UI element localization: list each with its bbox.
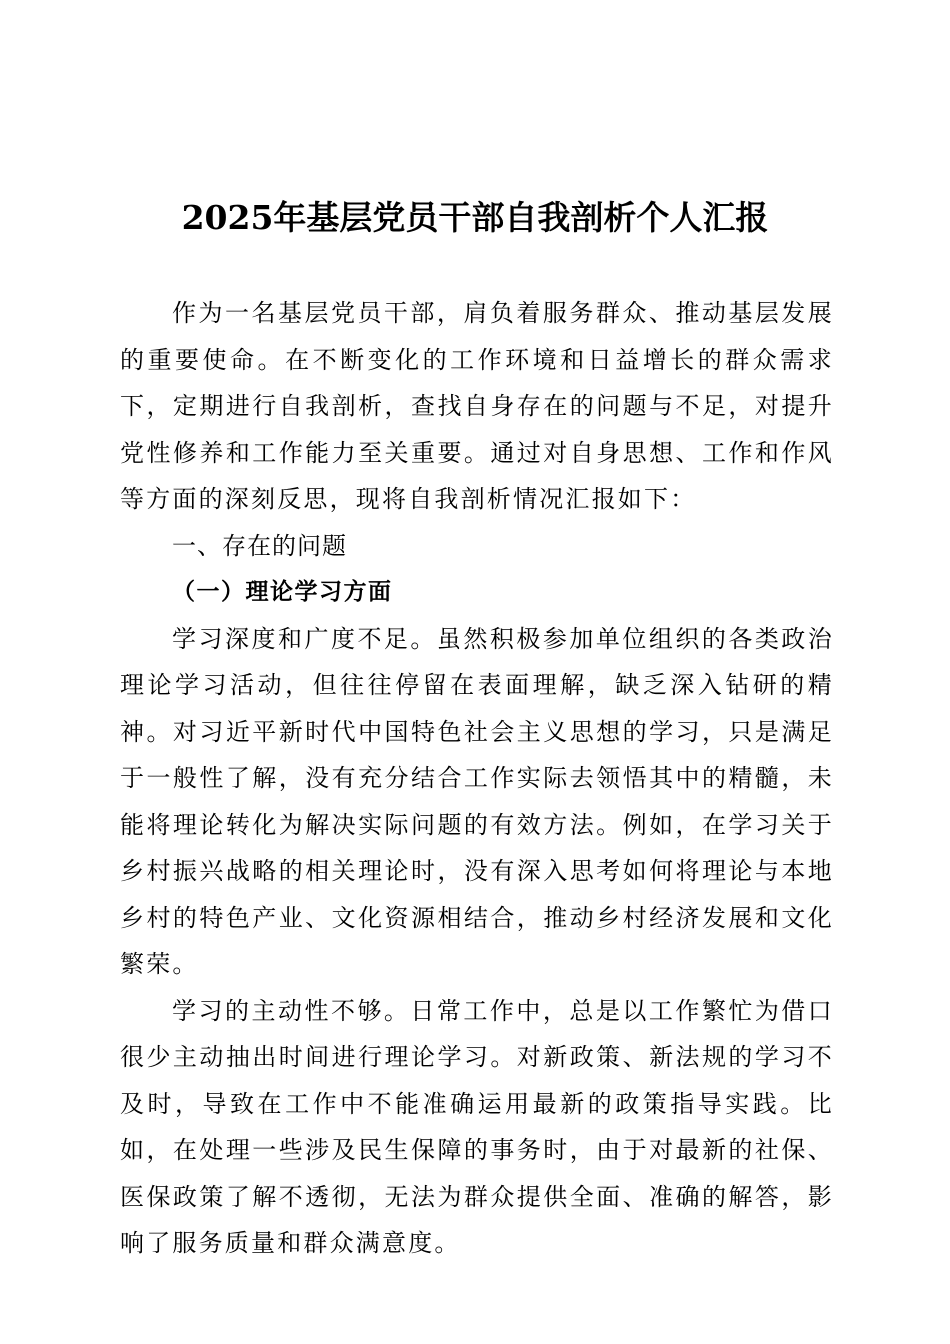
paragraph-study-depth: 学习深度和广度不足。虽然积极参加单位组织的各类政治理论学习活动，但往往停留在表面理解，缺乏深入钻研的精神。对习近平新时代中国特色社会主义思想的学习，只是满足于一般性了解，没有充分结合工作实际去领悟其中的精髓，未能将理论转化为解决实际问题的有效方法。例如，在学习关于乡村振兴战略的相关理论时，没有深入思考如何将理论与本地乡村的特色产业、文化资源相结合，推动乡村经济发展和文化繁荣。	[120, 624, 834, 978]
paragraph-study-initiative: 学习的主动性不够。日常工作中，总是以工作繁忙为借口很少主动抽出时间进行理论学习。对新政策、新法规的学习不及时，导致在工作中不能准确运用最新的政策指导实践。比如，在处理一些涉及民生保障的事务时，由于对最新的社保、医保政策了解不透彻，无法为群众提供全面、准确的解答，影响了服务质量和群众满意度。	[120, 996, 834, 1257]
document-body	[120, 290, 834, 1267]
intro-paragraph: 作为一名基层党员干部，肩负着服务群众、推动基层发展的重要使命。在不断变化的工作环境和日益增长的群众需求下，定期进行自我剖析，查找自身存在的问题与不足，对提升党性修养和工作能力至关重要。通过对自身思想、工作和作风等方面的深刻反思，现将自我剖析情况汇报如下：	[120, 299, 834, 513]
document-title: 2025年基层党员干部自我剖析个人汇报	[181, 198, 769, 237]
subsection-heading-theory-study: （一）理论学习方面	[172, 578, 393, 605]
section-heading-problems: 一、存在的问题	[172, 531, 347, 560]
